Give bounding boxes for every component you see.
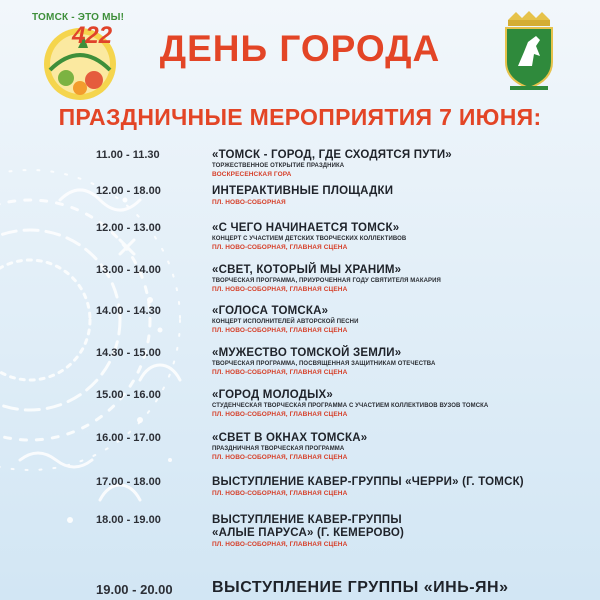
event-description: ТВОРЧЕСКАЯ ПРОГРАММА, ПРИУРОЧЕННАЯ ГОДУ СВЯТИТЕЛЯ МАКАРИЯ <box>212 278 441 284</box>
page-subtitle: ПРАЗДНИЧНЫЕ МЕРОПРИЯТИЯ 7 ИЮНЯ: <box>58 104 542 130</box>
event-time: 16.00 - 17.00 <box>96 432 161 444</box>
logo-slogan: ТОМСК - ЭТО МЫ! <box>32 12 125 23</box>
event-time: 14.30 - 15.00 <box>96 347 161 359</box>
event-title: «ГОРОД МОЛОДЫХ» <box>212 389 334 401</box>
event-place: ПЛ. НОВО-СОБОРНАЯ <box>212 199 286 206</box>
event-title: «МУЖЕСТВО ТОМСКОЙ ЗЕМЛИ» <box>212 347 402 359</box>
event-place: ПЛ. НОВО-СОБОРНАЯ, ГЛАВНАЯ СЦЕНА <box>212 286 348 293</box>
event-title: «ГОЛОСА ТОМСКА» <box>212 305 329 317</box>
event-title: ИНТЕРАКТИВНЫЕ ПЛОЩАДКИ <box>212 185 394 197</box>
event-title: «С ЧЕГО НАЧИНАЕТСЯ ТОМСК» <box>212 222 400 234</box>
event-time: 12.00 - 13.00 <box>96 222 161 234</box>
event-description: ТВОРЧЕСКАЯ ПРОГРАММА, ПОСВЯЩЕННАЯ ЗАЩИТНИКАМ ОТЕЧЕСТВА <box>212 361 436 367</box>
event-title: ВЫСТУПЛЕНИЕ КАВЕР-ГРУППЫ «ЧЕРРИ» (Г. ТОМСК) <box>212 476 524 488</box>
event-description: СТУДЕНЧЕСКАЯ ТВОРЧЕСКАЯ ПРОГРАММА С УЧАСТИЕМ КОЛЛЕКТИВОВ ВУЗОВ ТОМСКА <box>212 403 489 409</box>
event-place: ПЛ. НОВО-СОБОРНАЯ, ГЛАВНАЯ СЦЕНА <box>212 327 348 334</box>
event-title: «СВЕТ, КОТОРЫЙ МЫ ХРАНИМ» <box>212 264 402 276</box>
event-time: 11.00 - 11.30 <box>96 149 160 161</box>
event-time: 17.00 - 18.00 <box>96 476 161 488</box>
event-time: 15.00 - 16.00 <box>96 389 161 401</box>
event-title: «ТОМСК - ГОРОД, ГДЕ СХОДЯТСЯ ПУТИ» <box>212 149 452 161</box>
logo-year: 422 <box>72 22 113 49</box>
event-time: 18.00 - 19.00 <box>96 514 161 526</box>
event-place: ПЛ. НОВО-СОБОРНАЯ, ГЛАВНАЯ СЦЕНА <box>212 454 348 461</box>
event-place: ВОСКРЕСЕНСКАЯ ГОРА <box>212 171 292 178</box>
event-description: ПРАЗДНИЧНАЯ ТВОРЧЕСКАЯ ПРОГРАММА <box>212 446 345 452</box>
event-description: КОНЦЕРТ С УЧАСТИЕМ ДЕТСКИХ ТВОРЧЕСКИХ КОЛЛЕКТИВОВ <box>212 236 407 242</box>
event-place: ПЛ. НОВО-СОБОРНАЯ, ГЛАВНАЯ СЦЕНА <box>212 244 348 251</box>
event-title-line2: «АЛЫЕ ПАРУСА» (Г. КЕМЕРОВО) <box>212 527 405 539</box>
event-place: ПЛ. НОВО-СОБОРНАЯ, ГЛАВНАЯ СЦЕНА <box>212 411 348 418</box>
event-time: 13.00 - 14.00 <box>96 264 161 276</box>
event-time: 19.00 - 20.00 <box>96 582 173 597</box>
page-title: ДЕНЬ ГОРОДА <box>159 28 441 69</box>
event-title: ВЫСТУПЛЕНИЕ ГРУППЫ «ИНЬ-ЯН» <box>212 579 509 596</box>
event-place: ПЛ. НОВО-СОБОРНАЯ, ГЛАВНАЯ СЦЕНА <box>212 490 348 497</box>
event-time: 14.00 - 14.30 <box>96 305 161 317</box>
event-title: «СВЕТ В ОКНАХ ТОМСКА» <box>212 432 368 444</box>
event-place: ПЛ. НОВО-СОБОРНАЯ, ГЛАВНАЯ СЦЕНА <box>212 541 348 548</box>
event-description: ТОРЖЕСТВЕННОЕ ОТКРЫТИЕ ПРАЗДНИКА <box>212 163 345 169</box>
event-place: ПЛ. НОВО-СОБОРНАЯ, ГЛАВНАЯ СЦЕНА <box>212 369 348 376</box>
event-title: ВЫСТУПЛЕНИЕ КАВЕР-ГРУППЫ <box>212 514 402 526</box>
event-time: 12.00 - 18.00 <box>96 185 161 197</box>
event-description: КОНЦЕРТ ИСПОЛНИТЕЛЕЙ АВТОРСКОЙ ПЕСНИ <box>212 319 359 325</box>
